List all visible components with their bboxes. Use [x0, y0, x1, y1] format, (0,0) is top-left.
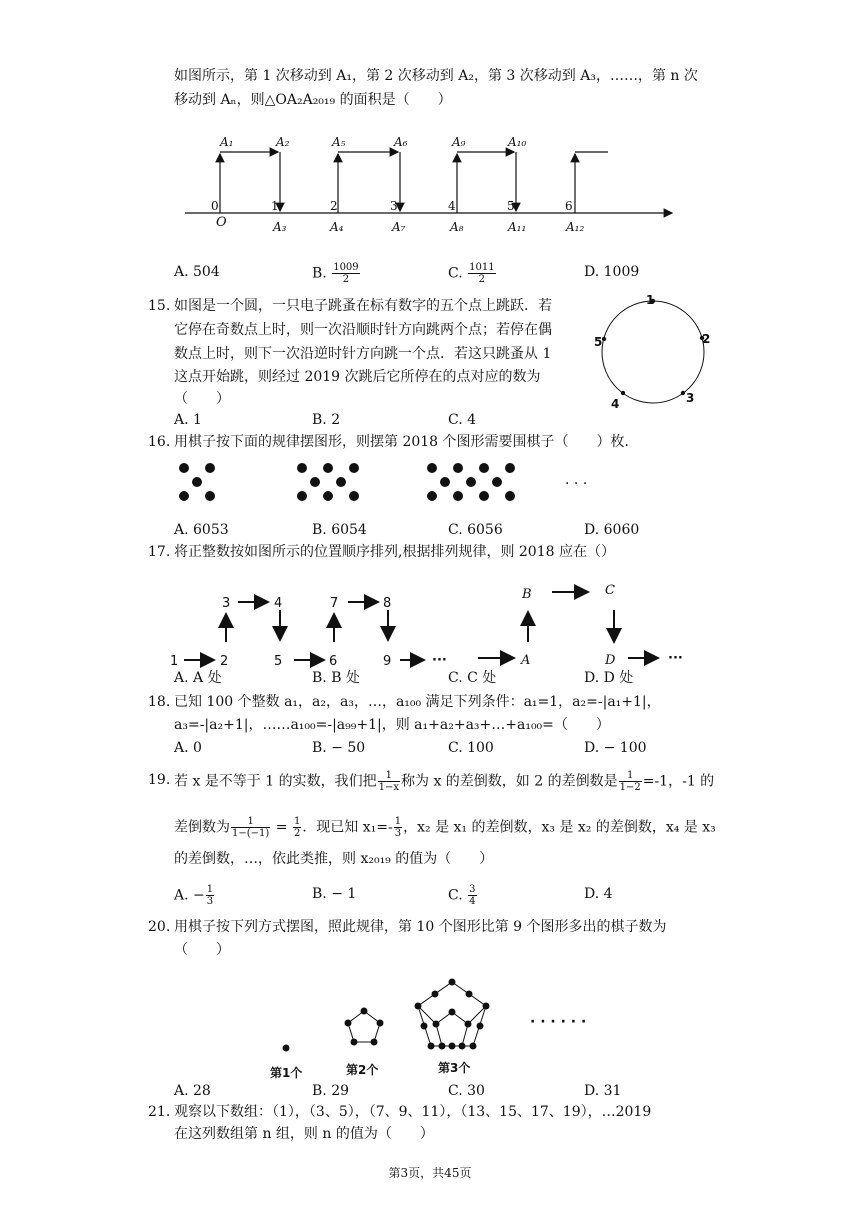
q19-frac-4: $\frac{1}{2}$ — [293, 816, 301, 839]
q17-num-4: 4 — [274, 596, 283, 611]
q15-line5: （ ） — [174, 391, 230, 407]
q16-ellipsis: · · · — [565, 476, 588, 492]
q14-option-d: D. 1009 — [584, 264, 640, 280]
q19-option-c: C. $\frac{3}{4}$ — [448, 884, 476, 907]
q18-option-a: A. 0 — [174, 740, 202, 756]
q19-option-a-frac: $\frac{1}{3}$ — [206, 884, 214, 907]
q17-option-d: D. D 处 — [584, 670, 634, 686]
q16-option-c: C. 6056 — [448, 522, 503, 538]
q21-number: 21. — [148, 1104, 171, 1120]
q20-ellipsis: · · · · · · — [530, 1014, 587, 1030]
q18-option-b: B. − 50 — [312, 740, 366, 756]
q18-number: 18. — [148, 694, 171, 710]
q16-option-d: D. 6060 — [584, 522, 640, 538]
q20-caption-1: 第1个 — [270, 1066, 303, 1080]
page-footer: 第3页，共45页 — [388, 1166, 472, 1180]
q17-number: 17. — [148, 544, 171, 560]
q17-letter-b: B — [522, 587, 532, 602]
q19-frac-5: $\frac{1}{3}$ — [394, 816, 402, 839]
q15-option-a: A. 1 — [174, 412, 202, 428]
q20-option-d: D. 31 — [584, 1083, 622, 1099]
q17-num-2: 2 — [220, 654, 229, 669]
q14-option-a: A. 504 — [174, 264, 220, 280]
q20-option-a: A. 28 — [174, 1083, 211, 1099]
q20-caption-3: 第3个 — [438, 1061, 471, 1075]
q17-dots-1: ··· — [432, 653, 447, 668]
q14-option-b-frac: $\frac{1009}{2}$ — [333, 262, 359, 285]
q14-label-top-3: A₆ — [394, 135, 408, 149]
q17-num-8: 8 — [383, 596, 392, 611]
q18-option-c: C. 100 — [448, 740, 494, 756]
q15-point-1: 1 — [646, 293, 655, 307]
q17-stem: 将正整数按如图所示的位置顺序排列,根据排列规律，则 2018 应在（） — [174, 544, 615, 560]
q14-label-top-0: A₁ — [220, 135, 234, 149]
q15-point-2: 2 — [702, 332, 711, 346]
q14-axis-2: 2 — [330, 199, 338, 213]
q14-label-bottom-3: A₈ — [450, 220, 464, 234]
q21-line2: 在这列数组第 n 组，则 n 的值为（ ） — [174, 1126, 434, 1142]
q19-frac-2: $\frac{1}{1-2}$ — [619, 770, 641, 793]
q17-num-9: 9 — [383, 654, 392, 669]
q19-frac-3: $\frac{1}{1-(-1)}$ — [232, 816, 270, 839]
q17-num-7: 7 — [330, 596, 339, 611]
q16-number: 16. — [148, 434, 171, 450]
q15-point-4: 4 — [611, 397, 620, 411]
q17-sequence-figure — [168, 576, 698, 672]
q14-stem-line1: 如图所示，第 1 次移动到 A₁，第 2 次移动到 A₂，第 3 次移动到 A₃，……，第 n 次 — [174, 68, 698, 84]
q14-axis-3: 3 — [390, 199, 398, 213]
q15-circle-figure — [590, 290, 720, 420]
q19-frac-1: $\frac{1}{1-x}$ — [378, 770, 399, 793]
q20-option-c: C. 30 — [448, 1083, 485, 1099]
q20-number: 20. — [148, 919, 171, 935]
q19-option-a: A. − $\frac{1}{3}$ — [174, 884, 214, 907]
q16-option-b: B. 6054 — [312, 522, 367, 538]
q19-line2: 差倒数为 $\frac{1}{1-(-1)}$ = $\frac{1}{2}$ ．现已知 x₁=- $\frac{1}{3}$ ，x₂ 是 x₁ 的差倒数，x₃ 是 x₂ 的差倒数，x₄ 是 x₃ — [174, 816, 716, 839]
q17-num-1: 1 — [170, 654, 179, 669]
q17-option-c: C. C 处 — [448, 670, 497, 686]
q19-number: 19. — [148, 772, 171, 788]
q15-line1: 如图是一个圆，一只电子跳蚤在标有数字的五个点上跳跃．若 — [174, 298, 552, 314]
q18-option-d: D. − 100 — [584, 740, 647, 756]
q14-axis-1: 1 — [271, 199, 279, 213]
q17-num-6: 6 — [329, 654, 338, 669]
q14-axis-6: 6 — [565, 199, 573, 213]
q17-option-b: B. B 处 — [312, 670, 360, 686]
q19-line3: 的差倒数，…，依此类推，则 x₂₀₁₉ 的值为（ ） — [174, 851, 494, 867]
q17-letter-c: C — [605, 583, 615, 598]
q18-line1: 已知 100 个整数 a₁，a₂，a₃，…，a₁₀₀ 满足下列条件：a₁=1，a₂=-|a₁+1|， — [174, 694, 661, 710]
q14-option-b: B. $\frac{1009}{2}$ — [312, 262, 359, 285]
q17-num-5: 5 — [274, 654, 283, 669]
q14-axis-5: 5 — [507, 199, 515, 213]
q14-label-top-2: A₅ — [332, 135, 346, 149]
q18-line2: a₃=-|a₂+1|，……a₁₀₀=-|a₉₉+1|，则 a₁+a₂+a₃+…+a₁₀₀=（ ） — [174, 717, 610, 733]
q20-line1: 用棋子按下列方式摆图，照此规律，第 10 个图形比第 9 个图形多出的棋子数为 — [174, 919, 667, 935]
q19-option-c-frac: $\frac{3}{4}$ — [469, 884, 476, 907]
q19-option-b: B. − 1 — [312, 886, 357, 902]
q14-option-c-frac: $\frac{1011}{2}$ — [469, 262, 495, 285]
q15-line2: 它停在奇数点上时，则一次沿顺时针方向跳两个点；若停在偶 — [174, 322, 552, 338]
q14-axis-4: 4 — [448, 199, 456, 213]
q15-point-3: 3 — [686, 391, 695, 405]
q15-option-b: B. 2 — [312, 412, 341, 428]
q14-label-top-4: A₉ — [452, 135, 466, 149]
q14-option-c: C. $\frac{1011}{2}$ — [448, 262, 495, 285]
q17-dots-2: ··· — [668, 651, 683, 666]
q17-letter-d: D — [605, 653, 616, 668]
q15-option-c: C. 4 — [448, 412, 477, 428]
q14-stem-line2: 移动到 Aₙ，则△OA₂A₂₀₁₉ 的面积是（ ） — [174, 92, 452, 108]
q17-option-a: A. A 处 — [174, 670, 222, 686]
q14-origin: O — [216, 215, 227, 230]
q14-label-bottom-4: A₁₁ — [508, 220, 527, 234]
q19-line1: 若 x 是不等于 1 的实数，我们把 $\frac{1}{1-x}$ 称为 x 的差倒数，如 2 的差倒数是 $\frac{1}{1-2}$ =-1，-1 的 — [174, 770, 715, 793]
q14-figure — [180, 130, 680, 240]
q16-stem: 用棋子按下面的规律摆图形，则摆第 2018 个图形需要围棋子（ ）枚． — [174, 434, 639, 450]
q16-pattern-figure — [170, 458, 610, 508]
q15-point-5: 5 — [594, 335, 603, 349]
q14-axis-0: 0 — [211, 199, 219, 213]
q14-label-top-1: A₂ — [276, 135, 290, 149]
q17-num-3: 3 — [222, 596, 231, 611]
q14-label-top-5: A₁₀ — [508, 135, 527, 149]
q20-caption-2: 第2个 — [346, 1063, 379, 1077]
q15-number: 15. — [148, 298, 171, 314]
q16-option-a: A. 6053 — [174, 522, 229, 538]
q20-line2: （ ） — [174, 942, 230, 958]
q14-label-bottom-0: A₃ — [273, 220, 287, 234]
q14-label-bottom-1: A₄ — [330, 220, 344, 234]
q20-pentagon-figure — [260, 966, 600, 1082]
q19-option-d: D. 4 — [584, 886, 613, 902]
q14-label-bottom-2: A₇ — [392, 220, 406, 234]
q15-line4: 这点开始跳，则经过 2019 次跳后它所停在的点对应的数为 — [174, 369, 541, 385]
q17-letter-a: A — [521, 653, 531, 668]
q14-label-bottom-5: A₁₂ — [566, 220, 585, 234]
q21-line1: 观察以下数组：（1），（3、5），（7、9、11），（13、15、17、19），…2019 — [174, 1104, 652, 1120]
q20-option-b: B. 29 — [312, 1083, 350, 1099]
q15-line3: 数点上时，则下一次沿逆时针方向跳一个点．若这只跳蚤从 1 — [174, 346, 552, 362]
